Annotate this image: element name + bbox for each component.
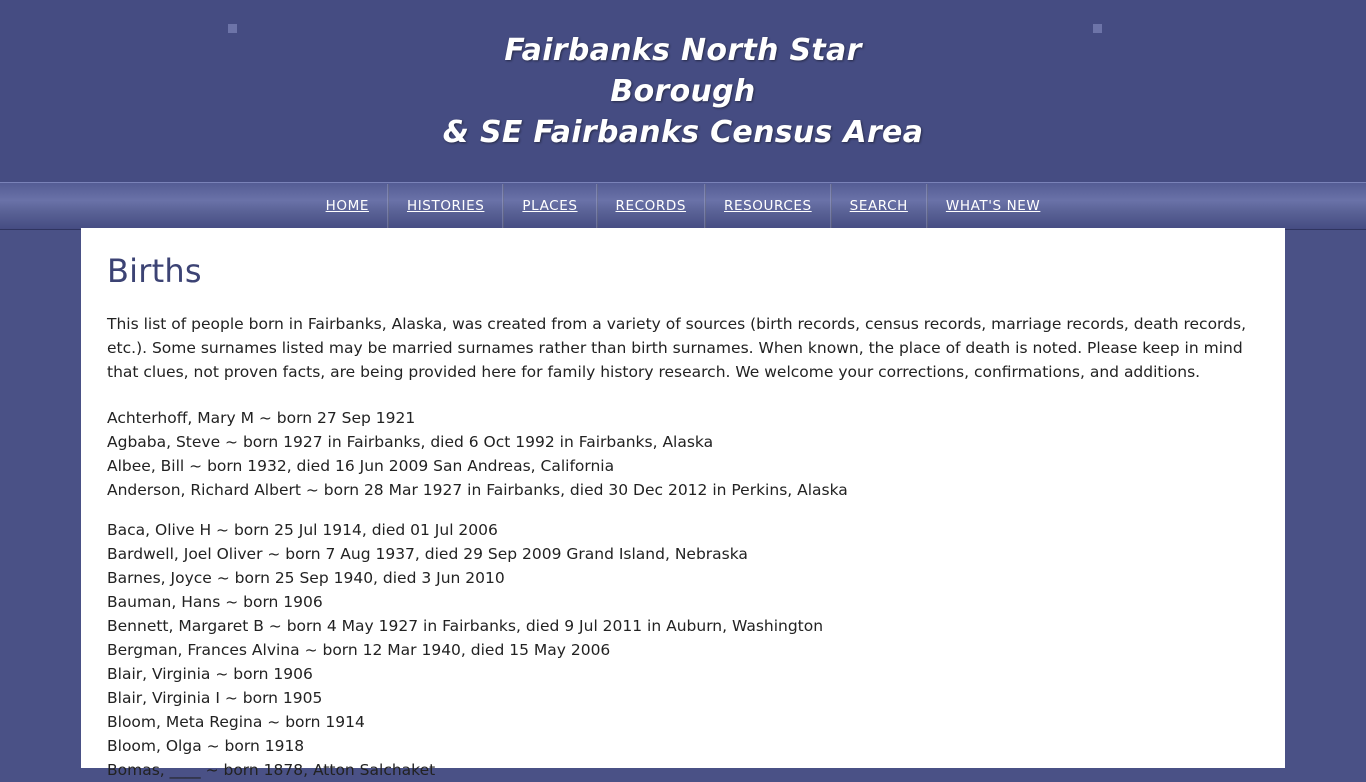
list-item: Blair, Virginia ~ born 1906 [107, 665, 313, 683]
list-item: Blair, Virginia I ~ born 1905 [107, 689, 323, 707]
list-item: Bennett, Margaret B ~ born 4 May 1927 in Fairbanks, died 9 Jul 2011 in Auburn, Washington [107, 617, 824, 635]
list-item: Baca, Olive H ~ born 25 Jul 1914, died 01 Jul 2006 [107, 521, 498, 539]
nav-item-places[interactable]: PLACES [522, 198, 578, 214]
main-content [81, 228, 1285, 779]
nav-item-whats-new[interactable]: WHAT'S NEW [945, 198, 1041, 214]
nav-item-home[interactable]: HOME [325, 198, 369, 214]
list-item: Barnes, Joyce ~ born 25 Sep 1940, died 3 Jun 2010 [107, 569, 505, 587]
nav-item-records[interactable]: RECORDS [615, 198, 687, 214]
list-item: Bomas, ____ ~ born 1878, Atton Salchaket [107, 761, 436, 779]
page-title: Births [107, 252, 202, 290]
list-item: Albee, Bill ~ born 1932, died 16 Jun 2009 San Andreas, California [107, 457, 615, 475]
nav-item-histories[interactable]: HISTORIES [406, 198, 485, 214]
list-item: Bardwell, Joel Oliver ~ born 7 Aug 1937, died 29 Sep 2009 Grand Island, Nebraska [107, 545, 748, 563]
list-item: Bloom, Meta Regina ~ born 1914 [107, 713, 365, 731]
intro-paragraph: This list of people born in Fairbanks, Alaska, was created from a variety of sources (birth records, census records, marriage records, death records, etc.). Some surnames listed may be married surnames rather than birth surnames. When known, the place of death is noted. Please keep in mind that clues, not proven facts, are being provided here for family history research. We welcome your corrections, confirmations, and additions. [107, 315, 1247, 381]
site-title [0, 30, 1366, 153]
site-title-line-2: Borough [610, 74, 756, 109]
nav-item-resources[interactable]: RESOURCES [724, 198, 812, 214]
births-group-b [107, 518, 1259, 782]
site-title-line-3: & SE Fairbanks Census Area [442, 115, 924, 150]
main-navigation [0, 182, 1366, 230]
site-title-line-1: Fairbanks North Star [504, 33, 862, 68]
nav-item-search[interactable]: SEARCH [849, 198, 908, 214]
header-decoration-dot-left [228, 24, 237, 33]
list-item: Bauman, Hans ~ born 1906 [107, 593, 323, 611]
site-header [0, 0, 1366, 182]
list-item: Bloom, Olga ~ born 1918 [107, 737, 305, 755]
list-item: Anderson, Richard Albert ~ born 28 Mar 1927 in Fairbanks, died 30 Dec 2012 in Perkins, Alaska [107, 481, 848, 499]
header-decoration-dot-right [1093, 24, 1102, 33]
births-group-a [107, 406, 1259, 502]
list-item: Agbaba, Steve ~ born 1927 in Fairbanks, died 6 Oct 1992 in Fairbanks, Alaska [107, 433, 714, 451]
list-item: Achterhoff, Mary M ~ born 27 Sep 1921 [107, 409, 416, 427]
list-item: Bergman, Frances Alvina ~ born 12 Mar 1940, died 15 May 2006 [107, 641, 611, 659]
